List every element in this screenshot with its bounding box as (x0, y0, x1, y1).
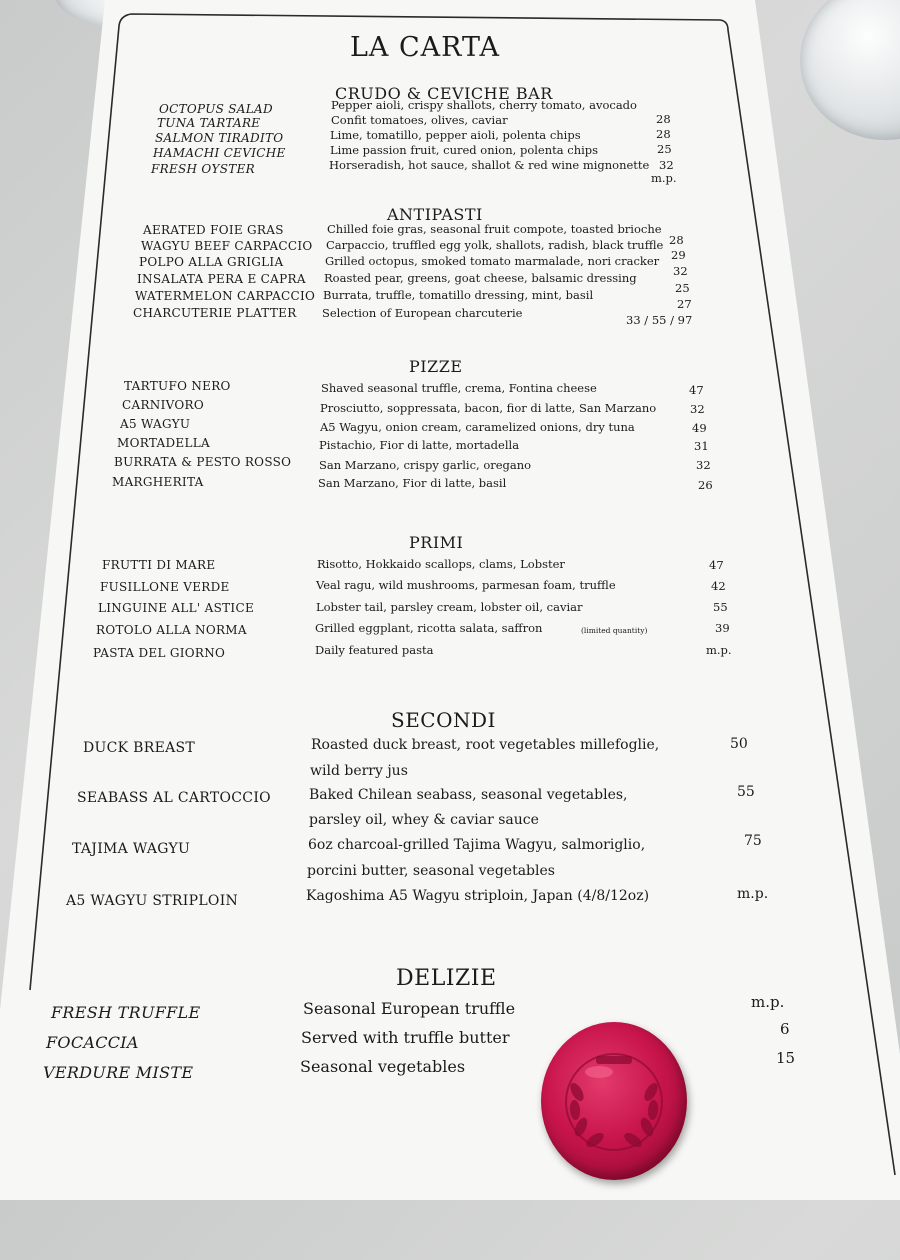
limited-quantity-note: (limited quantity) (581, 626, 648, 635)
item-price: 28 (656, 112, 671, 126)
item-description: Risotto, Hokkaido scallops, clams, Lobster (317, 557, 565, 571)
section-title-crudo: CRUDO & CEVICHE BAR (335, 84, 553, 103)
item-description: Grilled octopus, smoked tomato marmalade, nori cracker (325, 254, 660, 268)
item-price: 47 (709, 558, 724, 572)
item-price: 25 (657, 142, 672, 156)
item-name: VERDURE MISTE (43, 1063, 194, 1082)
item-name: TUNA TARTARE (157, 116, 261, 130)
item-description: 6oz charcoal-grilled Tajima Wagyu, salmoriglio, (308, 837, 646, 853)
item-description: Kagoshima A5 Wagyu striploin, Japan (4/8/12oz) (306, 888, 650, 904)
item-description-line2: parsley oil, whey & caviar sauce (309, 812, 539, 828)
item-name: MORTADELLA (117, 436, 210, 450)
item-description: Roasted pear, greens, goat cheese, balsamic dressing (324, 271, 637, 285)
item-name: FUSILLONE VERDE (100, 580, 230, 594)
item-description: A5 Wagyu, onion cream, caramelized onions, dry tuna (320, 420, 635, 434)
item-price: m.p. (737, 886, 769, 902)
item-description: San Marzano, Fior di latte, basil (318, 476, 507, 490)
item-name: BURRATA & PESTO ROSSO (114, 455, 292, 469)
item-price: 31 (694, 439, 709, 453)
item-price: 29 (671, 248, 686, 262)
item-description: Burrata, truffle, tomatillo dressing, mint, basil (323, 288, 594, 302)
item-description: Seasonal vegetables (300, 1057, 466, 1076)
item-name: A5 WAGYU STRIPLOIN (66, 893, 239, 909)
item-name: FOCACCIA (46, 1033, 139, 1052)
item-name: WATERMELON CARPACCIO (135, 289, 316, 303)
item-price: 32 (696, 458, 711, 472)
item-price: 55 (737, 784, 755, 800)
item-price: 28 (669, 233, 684, 247)
item-name: FRESH OYSTER (151, 162, 256, 176)
item-description: Pistachio, Fior di latte, mortadella (319, 438, 520, 452)
wax-seal-icon (541, 1022, 687, 1180)
item-name: MARGHERITA (112, 475, 204, 489)
item-description: Veal ragu, wild mushrooms, parmesan foam, truffle (316, 578, 616, 592)
item-name: TARTUFO NERO (124, 379, 231, 393)
item-price: 50 (730, 736, 748, 752)
item-description: Lobster tail, parsley cream, lobster oil, caviar (316, 600, 583, 614)
item-name: OCTOPUS SALAD (159, 102, 273, 116)
item-name: WAGYU BEEF CARPACCIO (141, 239, 313, 253)
item-description-line2: porcini butter, seasonal vegetables (307, 863, 555, 879)
item-name: FRESH TRUFFLE (51, 1003, 201, 1022)
item-price: 27 (677, 297, 692, 311)
item-price: m.p. (706, 643, 732, 657)
item-description: Roasted duck breast, root vegetables millefoglie, (311, 737, 660, 753)
item-name: INSALATA PERA E CAPRA (137, 272, 306, 286)
item-name: POLPO ALLA GRIGLIA (139, 255, 284, 269)
item-name: FRUTTI DI MARE (102, 558, 216, 572)
item-name: AERATED FOIE GRAS (143, 223, 284, 237)
item-price: 6 (780, 1020, 790, 1038)
item-description: Confit tomatoes, olives, caviar (331, 113, 508, 127)
item-name: SEABASS AL CARTOCCIO (77, 790, 271, 806)
item-name: PASTA DEL GIORNO (93, 646, 226, 660)
item-description: Carpaccio, truffled egg yolk, shallots, radish, black truffle (326, 238, 664, 252)
section-title-primi: PRIMI (409, 533, 464, 552)
item-name: HAMACHI CEVICHE (153, 146, 286, 160)
item-name: LINGUINE ALL' ASTICE (98, 601, 255, 615)
item-description: Daily featured pasta (315, 643, 434, 657)
item-description: Prosciutto, soppressata, bacon, fior di latte, San Marzano (320, 401, 657, 415)
item-price: m.p. (751, 993, 785, 1011)
item-price: 49 (692, 421, 707, 435)
laurel-wreath-icon (541, 1022, 687, 1180)
item-description: Grilled eggplant, ricotta salata, saffron (315, 621, 543, 635)
section-title-pizze: PIZZE (409, 357, 463, 376)
item-description: Served with truffle butter (301, 1028, 510, 1047)
item-description-line2: wild berry jus (310, 763, 408, 779)
item-price: 33 / 55 / 97 (626, 313, 693, 327)
section-title-delizie: DELIZIE (396, 966, 497, 991)
item-name: TAJIMA WAGYU (72, 841, 191, 857)
item-price: m.p. (651, 171, 677, 185)
item-description: Baked Chilean seabass, seasonal vegetables, (309, 787, 628, 803)
item-description: Selection of European charcuterie (322, 306, 523, 320)
section-title-antipasti: ANTIPASTI (387, 205, 483, 224)
item-price: 75 (744, 833, 762, 849)
water-glass-right (800, 0, 900, 140)
item-price: 42 (711, 579, 726, 593)
item-description: San Marzano, crispy garlic, oregano (319, 458, 532, 472)
menu-title: LA CARTA (350, 32, 501, 63)
item-price: 32 (690, 402, 705, 416)
item-price: 32 (659, 158, 674, 172)
item-description: Pepper aioli, crispy shallots, cherry tomato, avocado (331, 98, 637, 112)
item-price: 47 (689, 383, 704, 397)
item-price: 26 (698, 478, 713, 492)
item-name: A5 WAGYU (120, 417, 191, 431)
item-price: 25 (675, 281, 690, 295)
item-description: Lime passion fruit, cured onion, polenta chips (330, 143, 599, 157)
item-price: 32 (673, 264, 688, 278)
item-price: 39 (715, 621, 730, 635)
item-price: 15 (776, 1049, 796, 1067)
item-description: Chilled foie gras, seasonal fruit compote, toasted brioche (327, 222, 662, 236)
item-name: DUCK BREAST (83, 740, 196, 756)
section-title-secondi: SECONDI (391, 708, 496, 732)
item-price: 55 (713, 600, 728, 614)
item-name: CHARCUTERIE PLATTER (133, 306, 297, 320)
item-price: 28 (656, 127, 671, 141)
item-name: SALMON TIRADITO (155, 131, 284, 145)
item-description: Seasonal European truffle (303, 999, 516, 1018)
item-description: Shaved seasonal truffle, crema, Fontina cheese (321, 381, 597, 395)
item-description: Lime, tomatillo, pepper aioli, polenta chips (330, 128, 581, 142)
item-name: CARNIVORO (122, 398, 204, 412)
item-description: Horseradish, hot sauce, shallot & red wine mignonette (329, 158, 650, 172)
item-name: ROTOLO ALLA NORMA (96, 623, 247, 637)
